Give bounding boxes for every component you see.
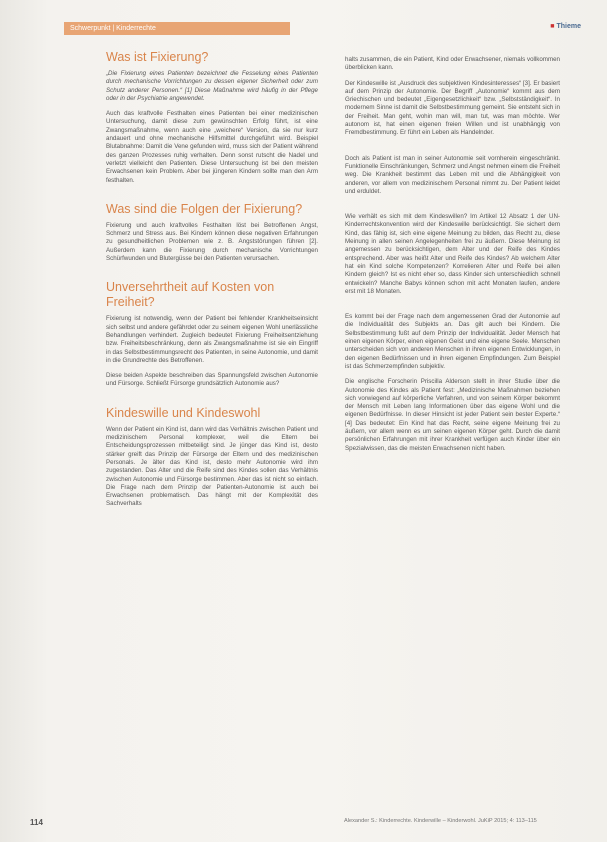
heading-was-ist-fixierung: Was ist Fixierung?	[106, 50, 209, 64]
page-number: 114	[30, 818, 43, 827]
right-column	[345, 56, 560, 460]
heading-kindeswille: Kindeswille und Kindeswohl	[106, 405, 261, 420]
paragraph-individualitaet: Es kommt bei der Frage nach dem angemessenen Grad der Autonomie auf die Individualität des Subjekts an. Das gilt auch bei Kindern. Die Selbstbestimmung fußt auf dem Prinzip der Individualität. Jeder Mensch hat einen eigenen Körper, einen eigenen Geist und eine eigene Seele. Menschen unterscheiden sich von anderen Menschen in ihren eigenen Entwicklungen, in den eigenen Bedürfnissen und in ihren eigenen Empfindungen. Zum Beispiel ist das Schmerzempfinden subjektiv.	[345, 313, 560, 370]
paragraph-freiheit: Fixierung ist notwendig, wenn der Patient bei fehlender Krankheitseinsicht sich selbst und andere gefährdet oder zu seinem eigenen Wohl unerlässliche Behandlungen verhindert. Zugleich bedeutet Fixierung Freiheitsentziehung bzw. Freiheitsbeschränkung, denn als Zwangsmaßnahme ist sie ein Eingriff in das Selbstbestimmungsrecht des Patienten, in seine Autonomie, und damit in die Grundrechte des Betroffenen.	[106, 315, 318, 364]
thieme-mark-icon: ■	[550, 23, 555, 30]
paragraph-alderson: Die englische Forscherin Priscilla Alderson stellt in ihrer Studie über die Autonomie des Kindes als Patient fest: „Medizinische Maßnahmen beziehen sich vorwiegend auf körperliche Verfahren, und von seinem Körper bekommt der Mensch mit Leben lang Informationen über das eigene Wohl und die eigenen Bedürfnisse. In dieser Hinsicht ist jeder Patient sein bester Experte.“ [4] Das bedeutet: Ein Kind hat das Recht, seine eigene Meinung frei zu äußern, vor allem wenn es um seinen eigenen Körper geht. Durch die damit persönlichen Erfahrungen mit ihrer Krankheit verfügen auch Kinder über ein Spezialwissen, das die meisten Erwachsenen nicht haben.	[345, 378, 560, 452]
paragraph-un-konvention: Wie verhält es sich mit dem Kindeswillen? Im Artikel 12 Absatz 1 der UN-Kinderrechtskonvention wird der Kindeswille berücksichtigt. Sie sichert dem Kind, das fähig ist, sich eine eigene Meinung zu bilden, das Recht zu, diese Meinung in allen seinen Angelegenheiten frei zu äußern. Diese Meinung ist angemessen zu berücksichtigen, dem Alter und der Reife des Kindes entsprechend. Aber was heißt Alter und Reife des Kindes? Ab welchem Alter hat ein Kind solche Kompetenzen? Korrelieren Alter und Reife bei allen Kindern gleich? Ist es nicht eher so, dass Kinder sich unterschiedlich schnell entwickeln? Manche Babys können schon mit acht Monaten laufen, andere erst mit 18 Monaten.	[345, 213, 560, 295]
citation-footer: Alexander S.: Kinderrechte. Kinderwille – Kinderwohl. JuKiP 2015; 4: 113–115	[344, 818, 537, 824]
heading-folgen: Was sind die Folgen der Fixierung?	[106, 201, 303, 216]
paragraph-kindeswille: Wenn der Patient ein Kind ist, dann wird das Verhältnis zwischen Patient und medizinischem Personal komplexer, weil die Eltern bei Entscheidungsprozessen mitbeteiligt sind. Je jünger das Kind ist, desto stärker greift das Prinzip der Fürsorge der Eltern und des medizinischen Personals. Je älter das Kind ist, desto mehr Autonomie wird ihm zugestanden. Das Alter und die Reife sind des Kindes sollen das Verhältnis zwischen Autonomie und Fürsorge bestimmen. Aber das ist nicht so einfach. Die Frage nach dem Prinzip der Patienten-Autonomie ist auch bei Erwachsenen problematisch. Das hängt mit der Komplexität des Sachverhalts	[106, 425, 318, 508]
paragraph-spannungsfeld: Diese beiden Aspekte beschreiben das Spannungsfeld zwischen Autonomie und Fürsorge. Schließt Fürsorge grundsätzlich Autonomie aus?	[106, 372, 318, 388]
paragraph-continuation: halts zusammen, die ein Patient, Kind oder Erwachsener, niemals vollkommen überblicken kann.	[345, 56, 560, 72]
heading-unversehrtheit: Unversehrtheit auf Kosten von Freiheit?	[106, 280, 275, 310]
paragraph-autonomie: Der Kindeswille ist „Ausdruck des subjektiven Kindesinteresses“ [3]. Er basiert auf dem Prinzip der Autonomie. Der Begriff „Autonomie“ kommt aus dem Griechischen und bedeutet „Eigengesetzlichkeit“ bzw. „Selbstständigkeit“. In modernem Sinne ist damit die Selbstbestimmung gemeint. Sie entsteht sich in der Freiheit. Man geht, wohin man will, man tut, was man möchte. Wer autonom ist, hat einen eigenen freien Willen und ist unabhängig von Fremdbestimmung. Er führt ein Leben als Handelnder.	[345, 79, 560, 137]
paragraph-festhalten: Auch das kraftvolle Festhalten eines Patienten bei einer medizinischen Untersuchung, damit diese zum gewünschten Erfolg führt, ist eine Zwangsmaßnahme, wenn auch eine „weichere“ Version, da sie nur kurz andauert und ohne mechanische Hilfsmittel durchgeführt wird. Beispiel Blutabnahme: Damit die Vene gefunden wird, muss sich der Patient während des ganzen Prozesses ruhig verhalten. Denn sonst rutscht die Nadel und verletzt vielleicht den Patienten. Diese Untersuchung ist bei den meisten Erwachsenen kein Problem. Aber bei jüngeren Kindern sollte man den Arm festhalten.	[106, 110, 318, 184]
left-column	[106, 50, 318, 516]
paragraph-folgen: Fixierung und auch kraftvolles Festhalten löst bei Betroffenen Angst, Schmerz und Stress aus. Bei Kindern können diese negativen Erfahrungen zu gesundheitlichen Problemen wie z. B. Angststörungen führen [2]. Außerdem kann die Fixierung durch mechanische Vorrichtungen Schürfwunden und Blutergüsse bei den Patienten verursachen.	[106, 221, 318, 263]
publisher-name: Thieme	[556, 23, 581, 30]
section-tag: Schwerpunkt | Kinderrechte	[64, 22, 290, 35]
paragraph-patient: Doch als Patient ist man in seiner Autonomie seit vornherein eingeschränkt. Funktionelle Einschränkungen, Schmerz und Angst nehmen einem die Freiheit weg. Die Krankheit bestimmt das Leben mit und die Abhängigkeit von anderen, vor allem von medizinischem Personal nimmt zu. Der Patient leidet und erduldet.	[345, 154, 560, 195]
publisher-logo	[550, 23, 581, 30]
paragraph-definition: „Die Fixierung eines Patienten bezeichnet die Fesselung eines Patienten durch mechanische Vorrichtungen zu dessen eigener Sicherheit oder zum Schutz anderer Personen.“ [1] Diese Maßnahme wird häufig in der Pflege oder in der Psychiatrie angewendet.	[106, 70, 318, 102]
